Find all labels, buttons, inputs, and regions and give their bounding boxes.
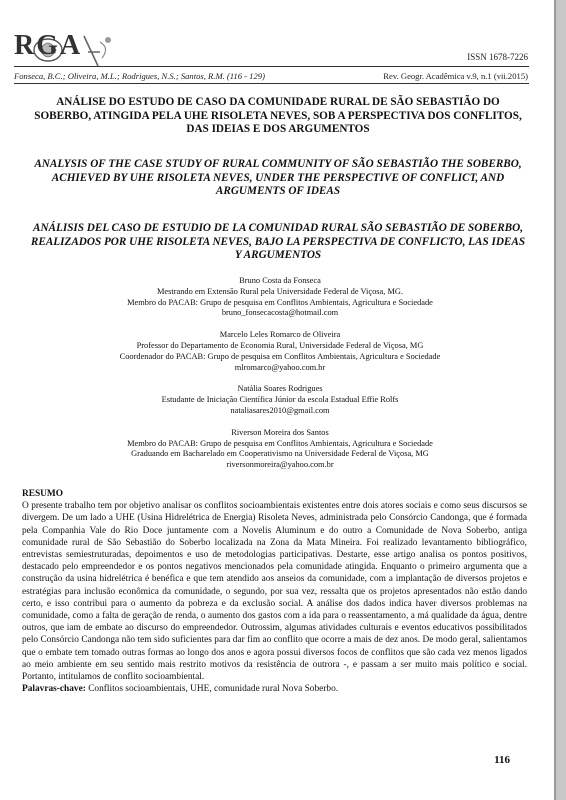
keywords-text: Conflitos socioambientais, UHE, comunidade rural Nova Soberbo. bbox=[88, 684, 339, 695]
journal-reference: Rev. Geogr. Acadêmica v.9, n.1 (vii.2015) bbox=[383, 71, 528, 81]
author-affiliation: Membro do PACAB: Grupo de pesquisa em Conflitos Ambientais, Agricultura e Sociedade bbox=[127, 438, 433, 448]
header-rule-top bbox=[14, 66, 529, 67]
keywords-label: Palavras-chave: bbox=[22, 684, 86, 695]
author-email: mlromarco@yahoo.com.br bbox=[234, 362, 326, 372]
author-list bbox=[30, 276, 530, 482]
title-spanish: ANÁLISIS DEL CASO DE ESTUDIO DE LA COMUNIDAD RURAL SÃO SEBASTIÃO DE SOBERBO, REALIZADOS POR UHE RISOLETA NEVES, BAJO LA PERSPECTIVA DE CONFLICTO, LAS IDEAS Y ARGUMENTOS bbox=[30, 222, 526, 262]
keywords-line bbox=[22, 683, 527, 695]
title-english: ANALYSIS OF THE CASE STUDY OF RURAL COMMUNITY OF SÃO SEBASTIÃO THE SOBERBO, ACHIEVED BY UHE RISOLETA NEVES, UNDER THE PERSPECTIVE OF CONFLICT, AND ARGUMENTS OF IDEAS bbox=[34, 158, 522, 198]
citation: Fonseca, B.C.; Oliveira, M.L.; Rodrigues, N.S.; Santos, R.M. (116 - 129) bbox=[14, 71, 265, 81]
journal-logo bbox=[14, 30, 126, 70]
author-affiliation: Professor do Departamento de Economia Rural, Universidade Federal de Viçosa, MG bbox=[136, 340, 424, 350]
abstract-section bbox=[22, 488, 527, 695]
title-portuguese: ANÁLISE DO ESTUDO DE CASO DA COMUNIDADE RURAL DE SÃO SEBASTIÃO DO SOBERBO, ATINGIDA PELA UHE RISOLETA NEVES, SOB A PERSPECTIVA DOS CONFLITOS, DAS IDEIAS E DOS ARGUMENTOS bbox=[34, 96, 522, 136]
author-name: Marcelo Leles Romarco de Oliveira bbox=[219, 330, 341, 340]
page-edge-bar bbox=[556, 0, 566, 800]
page-number: 116 bbox=[494, 754, 510, 766]
author-email: bruno_fonsecacosta@hotmail.com bbox=[221, 308, 339, 318]
author-email: riversonmoreira@yahoo.com.br bbox=[226, 460, 334, 470]
author-email: nataliasares2010@gmail.com bbox=[230, 405, 330, 415]
abstract-body: O presente trabalho tem por objetivo analisar os conflitos socioambientais existentes entre dois atores sociais e como seus discursos se divergem. De um lado a UHE (Usina Hidrelétrica de Energia) Risoleta Neves, administrada pelo Consórcio Candonga, que é formada pela Companhia Vale do Rio Doce juntamente com a Novelis Aluminum e do outro a Comunidade de Nova Soberbo, antiga comunidade rural de São Sebastião do Soberbo localizada na Zona da Mata Mineira. Foi realizado levantamento bibliográfico, entrevistas semiestruturadas, depoimentos e uso de metodologias participativas. Destarte, esse artigo analisa os pontos positivos, destacado pelo empreendedor e os pontos negativos mencionados pela comunidade atingida. Enquanto o primeiro argumenta que a construção da usina hidrelétrica é benéfica e que tem atendido aos anseios da comunidade, com a implantação de diversos projetos e estratégias para inclusão econômica da comunidade, o segundo, por sua vez, ressalta que os projetos apresentados não estão dando certo, e isso contribui para o aumento da pobreza e da exclusão social. A análise dos dados indica haver diversos problemas na comunidade, como a falta de geração de renda, o aumento dos gastos com a ida para o reassentamento, a má qualidade da água, dentre outros, que iam de embate ao discurso do empreendedor. Outrossim, algumas atividades culturais e eventos educativos possibilitados pelo Consórcio Candonga não tem sido suficientes para dar fim ao conflito que ocorre a mais de dez anos. De modo geral, salientamos que o embate tem tomado outras formas ao longo dos anos e agora possui diversos focos de conflitos que são cada vez menos ligados ao meio ambiente em seu sentido mais restrito motivos da resistência de outrora -, e passam a ser muito mais político e social. Portanto, intitulamos de conflito socioambiental. bbox=[22, 501, 527, 683]
author-block bbox=[30, 276, 530, 319]
header-rule-bottom bbox=[14, 83, 529, 84]
author-block bbox=[30, 384, 530, 416]
author-affiliation: Estudante de Iniciação Científica Júnior da escola Estadual Effie Rolfs bbox=[161, 395, 399, 405]
author-name: Riverson Moreira dos Santos bbox=[231, 427, 329, 437]
author-name: Bruno Costa da Fonseca bbox=[239, 276, 321, 285]
abstract-heading: RESUMO bbox=[22, 489, 64, 499]
logo-text: RGA bbox=[14, 30, 83, 61]
author-affiliation: Mestrando em Extensão Rural pela Universidade Federal de Viçosa, MG. bbox=[156, 286, 404, 296]
author-affiliation: Membro do PACAB: Grupo de pesquisa em Conflitos Ambientais, Agricultura e Sociedade bbox=[127, 297, 433, 307]
author-name: Natália Soares Rodrigues bbox=[237, 384, 323, 394]
author-affiliation: Coordenador do PACAB: Grupo de pesquisa em Conflitos Ambientais, Agricultura e Sociedade bbox=[119, 351, 441, 361]
author-block bbox=[30, 428, 530, 471]
issn: ISSN 1678-7226 bbox=[467, 52, 528, 62]
author-affiliation: Graduando em Bacharelado em Cooperativismo na Universidade Federal de Viçosa, MG bbox=[131, 449, 429, 459]
author-block bbox=[30, 330, 530, 373]
